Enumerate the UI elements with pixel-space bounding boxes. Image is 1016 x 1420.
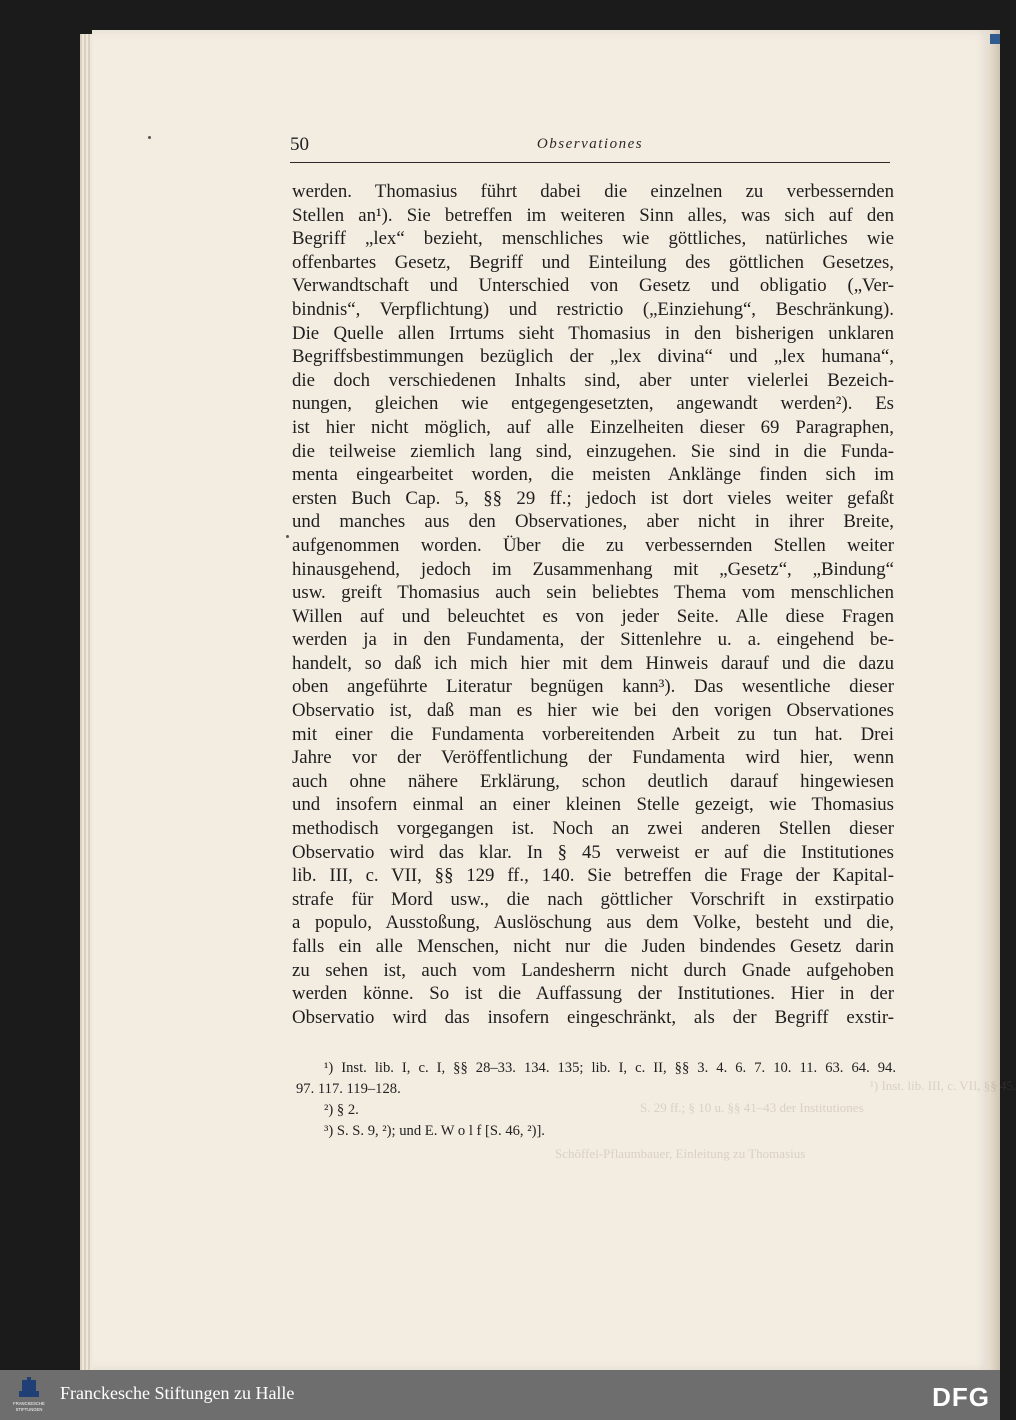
body-line: usw. greift Thomasius auch sein beliebtes Thema vom menschlichen	[292, 582, 894, 604]
body-line: Willen auf und beleuchtet es von jeder Seite. Alle diese Fragen	[292, 605, 894, 627]
body-line: handelt, so daß ich mich hier mit dem Hinweis darauf und die dazu	[292, 652, 894, 674]
body-line: oben angeführte Literatur begnügen kann³). Das wesentliche dieser	[292, 676, 894, 698]
footnote-2: ²) § 2.	[324, 1102, 359, 1118]
speck	[286, 535, 289, 538]
body-line: ersten Buch Cap. 5, §§ 29 ff.; jedoch ist dort vieles weiter gefaßt	[292, 487, 894, 509]
body-line: Observatio ist, daß man es hier wie bei den vorigen Observationes	[292, 700, 894, 722]
footnote-3: ³) S. S. 9, ²); und E. W o l f [S. 46, ²)].	[324, 1123, 545, 1139]
institution-name: Franckesche Stiftungen zu Halle	[60, 1383, 295, 1403]
body-text	[292, 180, 894, 1029]
page-stack-edges	[80, 34, 92, 1370]
body-line: bindnis“, Verpflichtung) und restrictio („Einziehung“, Beschränkung).	[292, 298, 894, 320]
body-line: Observatio wird das klar. In § 45 verweist er auf die Institutiones	[292, 841, 894, 863]
page-number: 50	[290, 134, 309, 155]
body-line: werden. Thomasius führt dabei die einzelnen zu verbessernden	[292, 181, 894, 202]
running-head-title: Observationes	[536, 136, 644, 152]
bleed-through: S. 29 ff.; § 10 u. §§ 41–43 der Institutiones	[640, 1100, 864, 1115]
body-line: werden ja in den Fundamenta, der Sittenlehre u. a. eingehend be-	[292, 629, 894, 651]
franckesche-stiftungen-logo-icon	[14, 1376, 44, 1414]
body-line: werden könne. So ist die Auffassung der Institutiones. Hier in der	[292, 983, 894, 1005]
body-line: und insofern einmal an einer kleinen Stelle gezeigt, wie Thomasius	[292, 794, 894, 816]
footnote-1-line-2: 97. 117. 119–128.	[296, 1081, 401, 1097]
body-line: Stellen an¹). Sie betreffen im weiteren Sinn alles, was sich auf den	[292, 204, 894, 226]
corner-marker	[990, 34, 1000, 44]
body-line: zu sehen ist, auch vom Landesherrn nicht durch Gnade aufgehoben	[292, 959, 894, 981]
body-line: mit einer die Fundamenta vorbereitenden Arbeit zu tun hat. Drei	[292, 723, 894, 745]
bleed-through: Schöffel-Pflaumbauer, Einleitung zu Thomasius	[555, 1146, 806, 1161]
body-line: Verwandtschaft und Unterschied von Gesetz und obligatio („Ver-	[292, 275, 894, 297]
body-line: offenbartes Gesetz, Begriff und Einteilung des göttlichen Gesetzes,	[292, 251, 894, 273]
footer-bar	[0, 1370, 1000, 1420]
footnotes	[296, 1058, 896, 1142]
dfg-logo: DFG	[932, 1382, 990, 1412]
body-line: Jahre vor der Veröffentlichung der Fundamenta wird hier, wenn	[292, 747, 894, 769]
body-line: lib. III, c. VII, §§ 129 ff., 140. Sie betreffen die Frage der Kapital-	[292, 865, 894, 887]
body-line: strafe für Mord usw., die nach göttlicher Vorschrift in exstirpatio	[292, 888, 894, 910]
bleed-through: ¹) Inst. lib. III, c. VII, §§ 45.	[870, 1078, 1016, 1093]
body-line: Observatio wird das insofern eingeschränkt, als der Begriff exstir-	[292, 1006, 894, 1028]
logo-caption-2: STIFTUNGEN	[15, 1407, 43, 1412]
footnote-1-line-1: ¹) Inst. lib. I, c. I, §§ 28–33. 134. 135; lib. I, c. II, §§ 3. 4. 6. 7. 10. 11. 63. 64. 94.	[324, 1060, 896, 1076]
body-line: nungen, gleichen wie entgegengesetzten, angewandt werden²). Es	[292, 393, 894, 415]
body-line: falls ein alle Menschen, nicht nur die Juden bindendes Gesetz darin	[292, 936, 894, 957]
body-line: hinausgehend, jedoch im Zusammenhang mit „Gesetz“, „Bindung“	[292, 558, 894, 580]
body-line: und manches aus den Observationes, aber nicht in ihrer Breite,	[292, 511, 894, 533]
body-line: aufgenommen worden. Über die zu verbessernden Stellen weiter	[292, 534, 894, 556]
body-line: die teilweise ziemlich lang sind, einzugehen. Sie sind in die Funda-	[292, 440, 894, 462]
body-line: Begriffsbestimmungen bezüglich der „lex divina“ und „lex humana“,	[292, 346, 894, 368]
page-right-edge	[988, 30, 1000, 1370]
body-line: ist hier nicht möglich, auf alle Einzelheiten dieser 69 Paragraphen,	[292, 416, 894, 438]
body-line: auch ohne nähere Erklärung, schon deutlich darauf hingewiesen	[292, 770, 894, 792]
body-line: die doch verschiedenen Inhalts sind, aber unter vielerlei Bezeich-	[292, 369, 894, 391]
body-line: Begriff „lex“ bezieht, menschliches wie göttliches, natürliches wie	[292, 228, 894, 250]
running-header	[290, 134, 890, 163]
body-line: methodisch vorgegangen ist. Noch an zwei anderen Stellen dieser	[292, 818, 894, 840]
body-line: Die Quelle allen Irrtums sieht Thomasius in den bisherigen unklaren	[292, 322, 894, 344]
speck	[148, 136, 151, 139]
body-line: menta eingearbeitet worden, die meisten Anklänge finden sich im	[292, 464, 894, 486]
logo-caption-1: FRANCKESCHE	[13, 1401, 45, 1406]
body-line: a populo, Ausstoßung, Auslöschung aus dem Volke, besteht und die,	[292, 912, 894, 934]
